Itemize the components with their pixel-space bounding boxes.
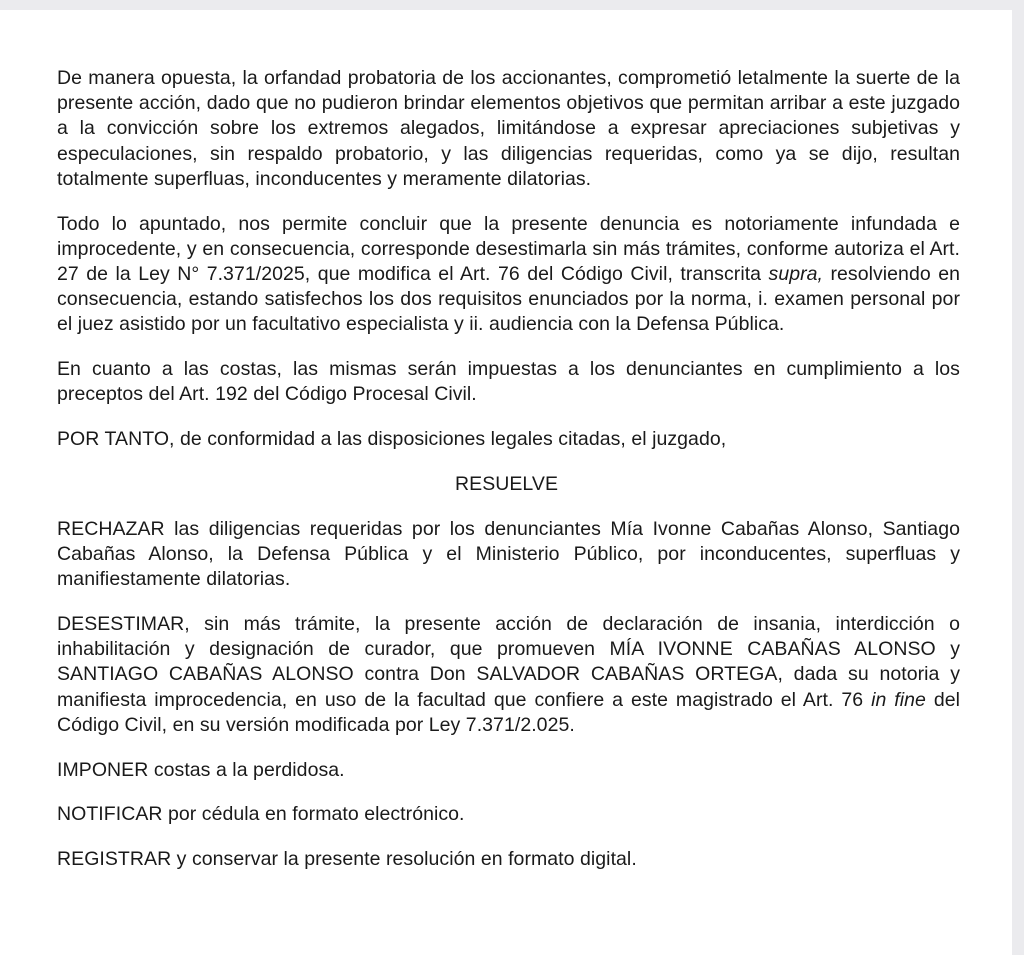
paragraph-rechazar: RECHAZAR las diligencias requeridas por los denunciantes Mía Ivonne Cabañas Alonso, Santiago Cabañas Alonso, la Defensa Pública y el Ministerio Público, por inconducentes, superfluas y manifiestamente dilatorias. <box>57 517 960 591</box>
paragraph-registrar: REGISTRAR y conservar la presente resolución en formato digital. <box>57 848 637 871</box>
paragraph-orfandad-probatoria: De manera opuesta, la orfandad probatoria de los accionantes, comprometió letalmente la suerte de la presente acción, dado que no pudieron brindar elementos objetivos que permitan arribar a este juzgado a la convicción sobre los extremos alegados, limitándose a expresar apreciaciones subjetivas y especulaciones, sin respaldo probatorio, y las diligencias requeridas, como ya se dijo, resultan totalmente superfluas, inconducentes y meramente dilatorias. <box>57 67 960 190</box>
paragraph-imponer: IMPONER costas a la perdidosa. <box>57 758 345 781</box>
italic-in-fine: in fine <box>871 688 926 711</box>
paragraph-notificar: NOTIFICAR por cédula en formato electrónico. <box>57 803 465 826</box>
paragraph-conclusion-text-b: resolviendo en consecuencia, estando satisfechos los dos requisitos enunciados por la norma, i. examen personal por el juez asistido por un facultativo especialista y ii. audiencia con la Defensa Pública. <box>57 263 960 336</box>
paragraph-desestimar-text-a: DESESTIMAR, sin más trámite, la presente acción de declaración de insania, interdicción o inhabilitación y designación de curador, que promueven MÍA IVONNE CABAÑAS ALONSO y SANTIAGO CABAÑAS ALONSO contra Don SALVADOR CABAÑAS ORTEGA, dada su notoria y manifiesta improcedencia, en uso de la facultad que confiere a este magistrado el Art. 76 <box>57 613 960 711</box>
document-body <box>57 66 960 892</box>
paragraph-conclusion-text-a: Todo lo apuntado, nos permite concluir que la presente denuncia es notoriamente infundada e improcedente, y en consecuencia, corresponde desestimarla sin más trámites, conforme autoriza el Art. 27 de la Ley N° 7.371/2025, que modifica el Art. 76 del Código Civil, transcrita <box>57 212 960 286</box>
paragraph-por-tanto: POR TANTO, de conformidad a las disposiciones legales citadas, el juzgado, <box>57 428 727 451</box>
paragraph-costas: En cuanto a las costas, las mismas serán impuestas a los denunciantes en cumplimiento a los preceptos del Art. 192 del Código Procesal Civil. <box>57 358 960 406</box>
document-page <box>0 10 1012 955</box>
italic-supra: supra, <box>768 263 824 286</box>
paragraph-desestimar <box>57 612 960 738</box>
paragraph-conclusion <box>57 212 960 338</box>
paragraph-desestimar-text-b: del Código Civil, en su versión modificada por Ley 7.371/2.025. <box>57 688 961 736</box>
resuelve-heading: RESUELVE <box>455 473 558 496</box>
